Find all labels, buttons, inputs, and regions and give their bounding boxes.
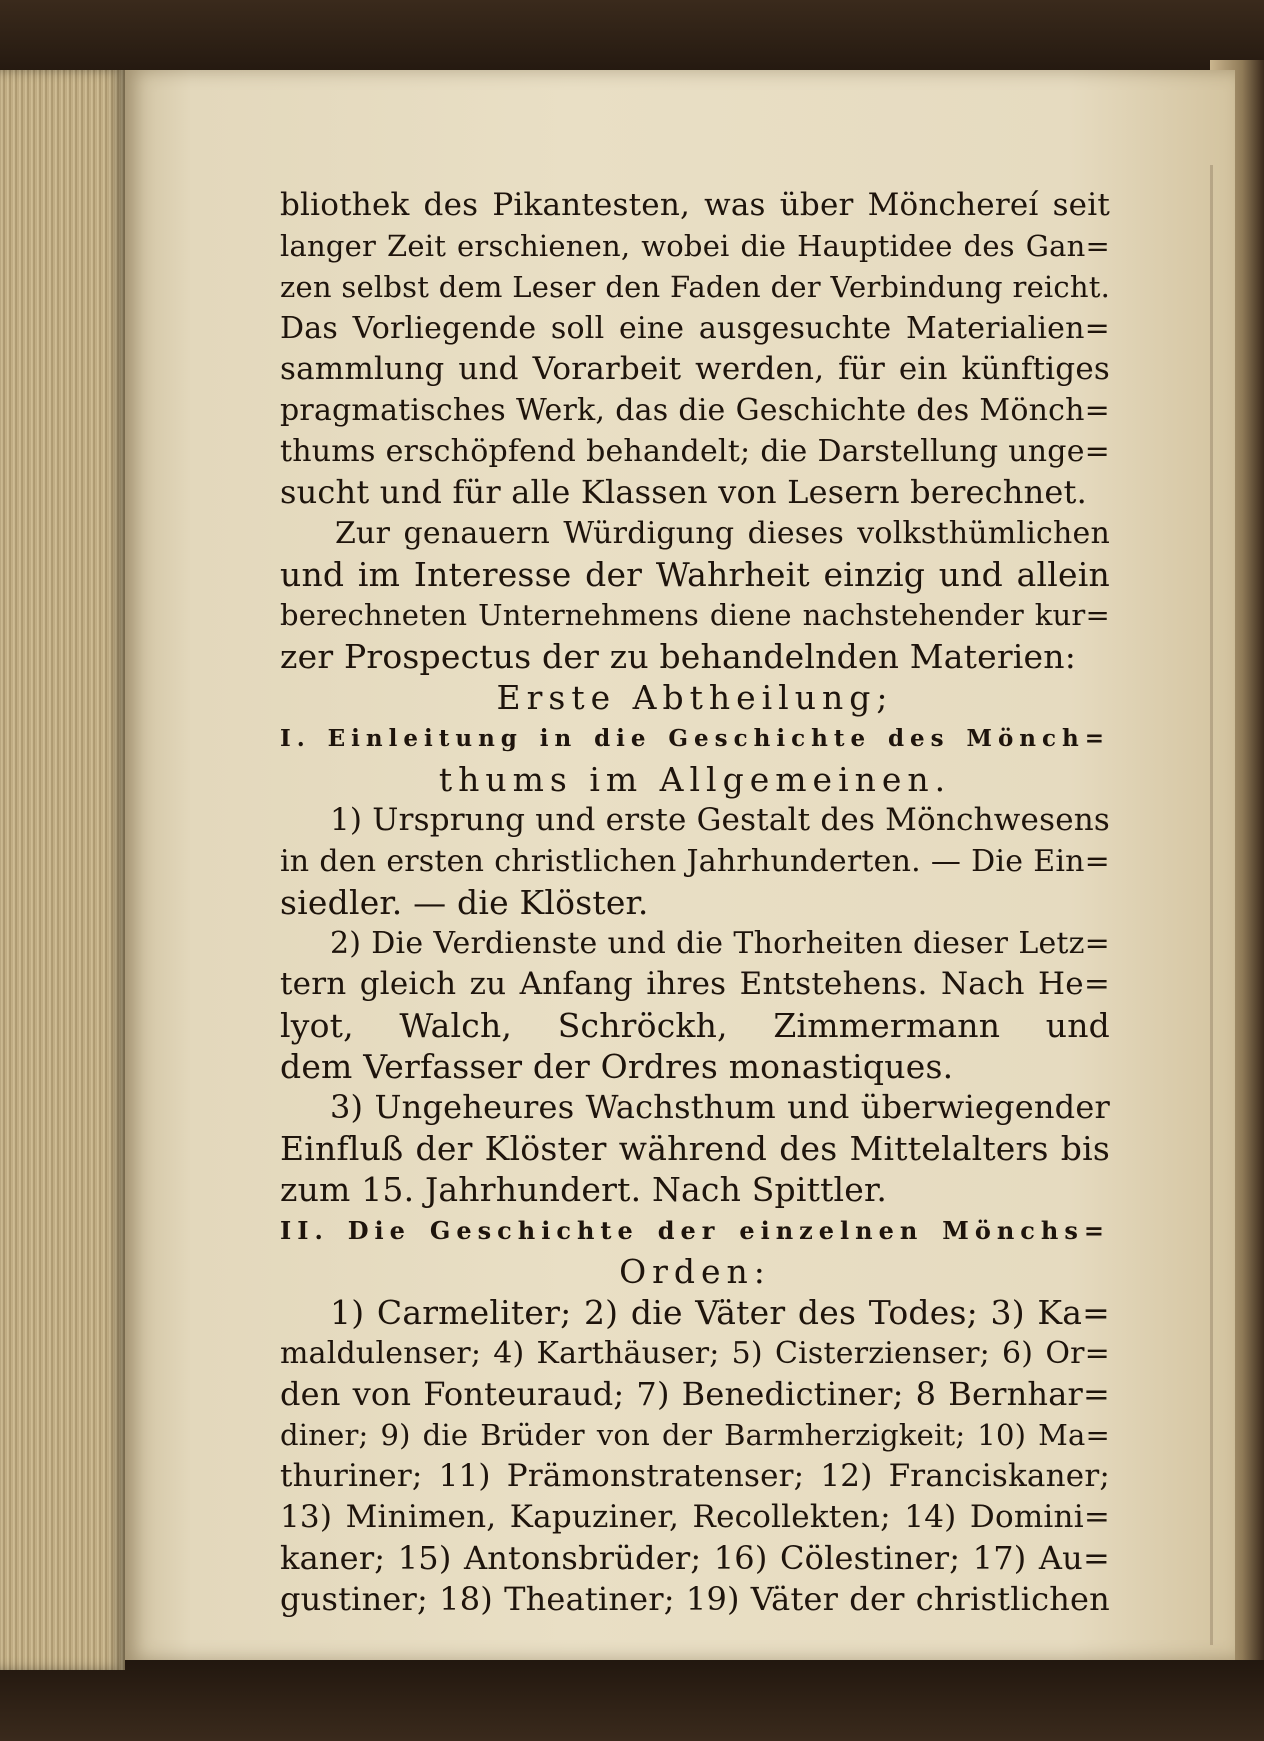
text-line: Das Vorliegende soll eine ausgesuchte Materialien= bbox=[280, 311, 1110, 346]
chapter-heading: I. Einleitung in die Geschichte des Mönch= bbox=[280, 725, 1110, 752]
book-cover-bottom bbox=[0, 1650, 1264, 1741]
text-line: maldulenser; 4) Karthäuser; 5) Cisterzienser; 6) Or= bbox=[280, 1336, 1110, 1371]
text-line: thums erschöpfend behandelt; die Darstellung unge= bbox=[280, 434, 1110, 469]
text-line: langer Zeit erschienen, wobei die Hauptidee des Gan= bbox=[280, 229, 1110, 263]
text-line: bliothek des Pikantesten, was über Mönchereí seit bbox=[280, 187, 1110, 223]
text-line: 13) Minimen, Kapuziner, Recollekten; 14) Domini= bbox=[280, 1499, 1110, 1535]
text-line: Zur genauern Würdigung dieses volksthümlichen bbox=[335, 516, 1110, 551]
text-line: in den ersten christlichen Jahrhunderten. — Die Ein= bbox=[280, 844, 1110, 879]
text-line: tern gleich zu Anfang ihres Entstehens. Nach He= bbox=[280, 966, 1110, 1002]
text-line: siedler. — die Klöster. bbox=[280, 883, 649, 922]
text-line: gustiner; 18) Theatiner; 19) Väter der christlichen bbox=[280, 1580, 1110, 1618]
book-page bbox=[125, 70, 1235, 1660]
text-line: kaner; 15) Antonsbrüder; 16) Cölestiner; 17) Au= bbox=[280, 1539, 1110, 1577]
text-line: 2) Die Verdienste und die Thorheiten dieser Letz= bbox=[330, 926, 1110, 961]
text-line: sammlung und Vorarbeit werden, für ein künftiges bbox=[280, 351, 1110, 387]
text-line: 1) Ursprung und erste Gestalt des Mönchwesens bbox=[330, 802, 1111, 838]
text-line: den von Fonteuraud; 7) Benedictiner; 8 Bernhar= bbox=[280, 1375, 1110, 1413]
chapter-heading-cont: Orden: bbox=[619, 1252, 771, 1291]
text-line: dem Verfasser der Ordres monastiques. bbox=[280, 1047, 954, 1086]
text-line: zen selbst dem Leser den Faden der Verbindung reicht. bbox=[280, 270, 1110, 304]
margin-mark bbox=[1210, 165, 1213, 1645]
section-heading: Erste Abtheilung; bbox=[496, 678, 894, 717]
page-edges-left bbox=[0, 70, 125, 1670]
text-line: und im Interesse der Wahrheit einzig und allein bbox=[280, 555, 1110, 594]
text-line: pragmatisches Werk, das die Geschichte des Mönch= bbox=[280, 393, 1110, 428]
text-line: diner; 9) die Brüder von der Barmherzigkeit; 10) Ma= bbox=[280, 1418, 1110, 1452]
text-line: lyot, Walch, Schröckh, Zimmermann und bbox=[280, 1006, 1110, 1045]
text-line: 3) Ungeheures Wachsthum und überwiegender bbox=[330, 1088, 1110, 1126]
text-line: sucht und für alle Klassen von Lesern berechnet. bbox=[280, 473, 1087, 511]
text-line: zer Prospectus der zu behandelnden Materien: bbox=[280, 637, 1077, 676]
page-text bbox=[280, 185, 1110, 1620]
text-line: Einfluß der Klöster während des Mittelalters bis bbox=[280, 1129, 1110, 1168]
text-line: berechneten Unternehmens diene nachstehender kur= bbox=[280, 598, 1110, 632]
text-line: thuriner; 11) Prämonstratenser; 12) Franciskaner; bbox=[280, 1458, 1110, 1494]
text-line: zum 15. Jahrhundert. Nach Spittler. bbox=[280, 1170, 888, 1209]
text-line: 1) Carmeliter; 2) die Väter des Todes; 3) Ka= bbox=[330, 1293, 1110, 1332]
chapter-heading-cont: thums im Allgemeinen. bbox=[438, 760, 952, 799]
chapter-heading: II. Die Geschichte der einzelnen Mönchs= bbox=[280, 1216, 1110, 1245]
